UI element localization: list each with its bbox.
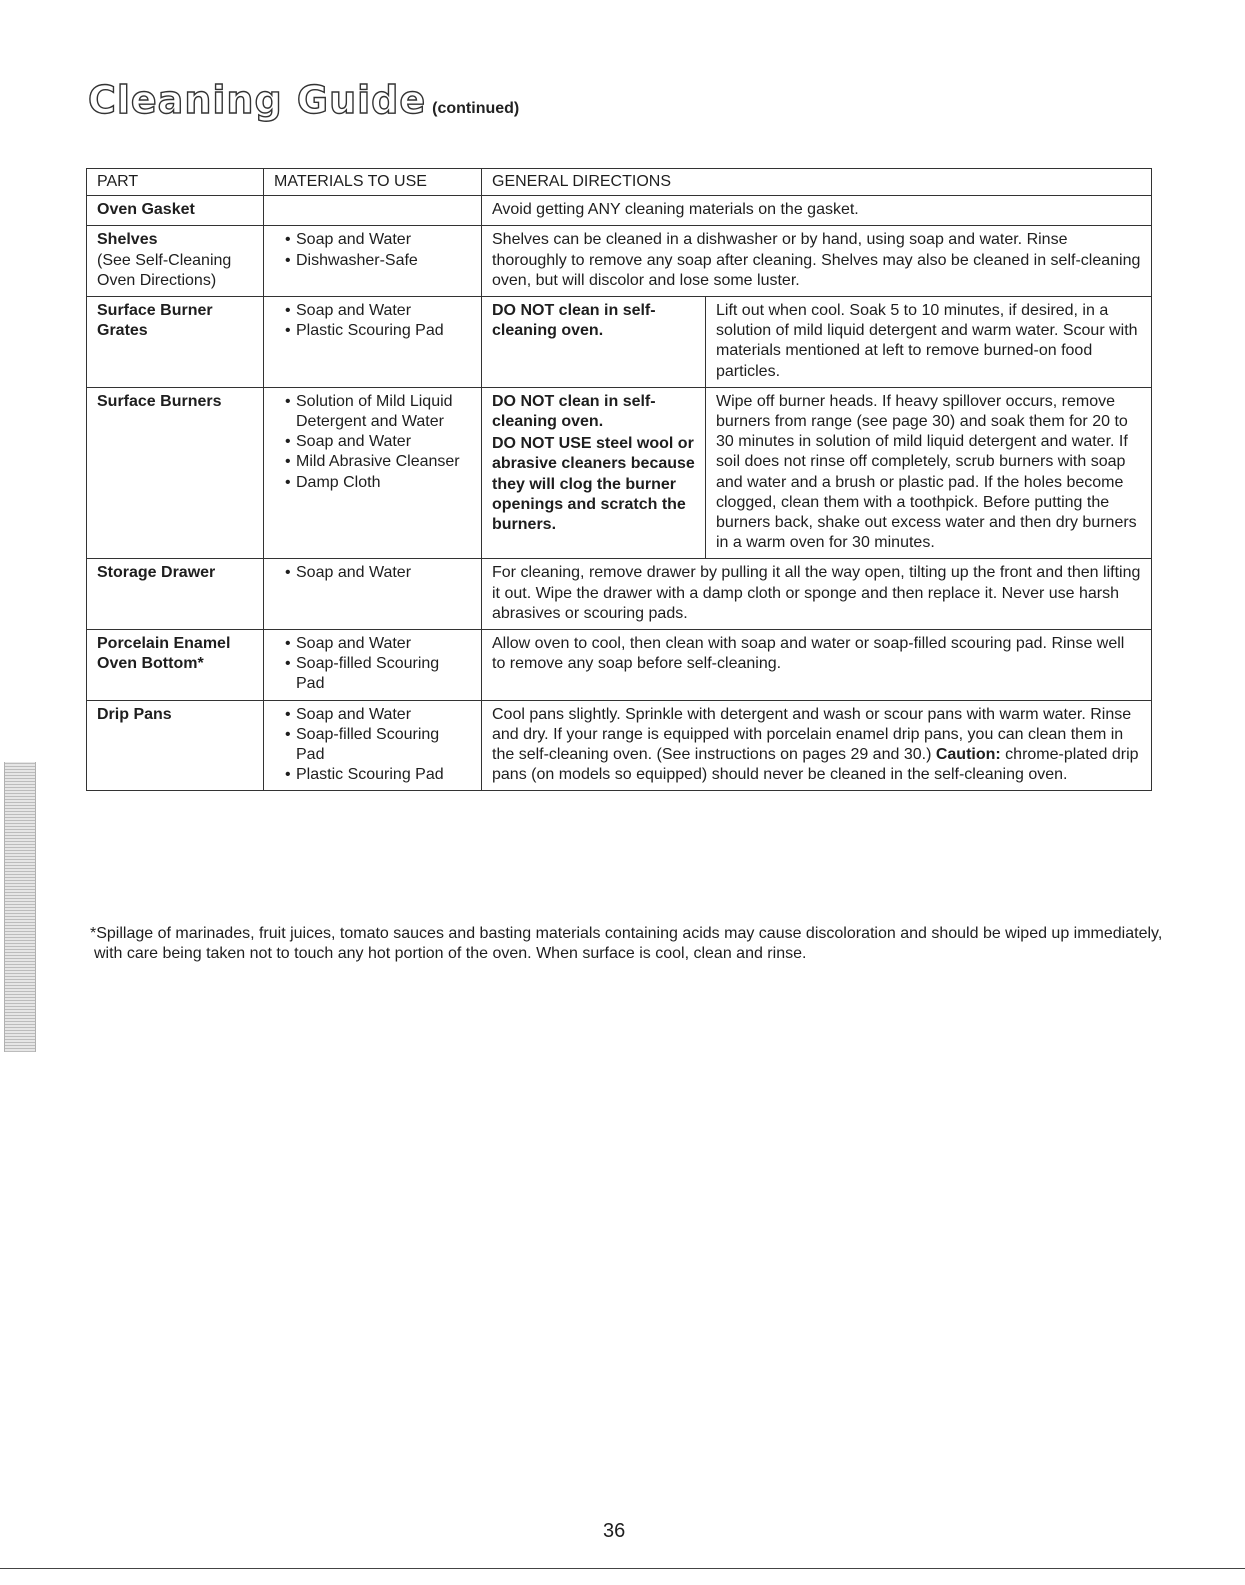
caution-label: Caution: [935,746,1001,764]
warning-text: DO NOT USE steel wool or abrasive cleaners because they will clog the burner openings and scratch the burners. [492,435,695,534]
directions-cell [482,700,1152,791]
material-item: • Soap and Water [274,301,471,321]
materials-cell [264,226,482,297]
footnote: *Spillage of marinades, fruit juices, tomato sauces and basting materials containing acids may cause discoloration and should be wiped up immediately, with care being taken not to touch any hot portion of the oven. When surface is cool, clean and rinse. [90,925,1163,962]
warning-cell [482,297,706,388]
table-row [87,700,1152,791]
directions-cell: Allow oven to cool, then clean with soap and water or soap-filled scouring pad. Rinse well to remove any soap before self-cleaning. [482,630,1152,701]
part-cell: Surface Burner Grates [87,297,264,388]
part-cell: Storage Drawer [87,559,264,630]
material-item: • Soap-filled Scouring Pad [274,654,471,694]
page-number: 36 [603,1520,626,1542]
page-title [88,78,519,122]
header-materials: MATERIALS TO USE [264,169,482,196]
material-item: • Dishwasher-Safe [274,251,471,271]
warning-text: DO NOT clean in self-cleaning oven. [492,302,656,340]
warning-text: DO NOT clean in self-cleaning oven. [492,392,656,431]
part-cell [87,226,264,297]
material-item: • Soap and Water [274,230,471,250]
material-item: • Solution of Mild Liquid Detergent and Water [274,392,471,432]
directions-cell: For cleaning, remove drawer by pulling it all the way open, tilting up the front and then lifting it out. Wipe the drawer with a damp cloth or sponge and then replace it. Never use harsh abrasives or scouring pads. [482,559,1152,630]
part-cell: Porcelain Enamel Oven Bottom* [87,630,264,701]
table-header-row [87,169,1152,196]
material-item: • Soap and Water [274,705,471,725]
material-item: • Soap-filled Scouring Pad [274,725,471,765]
directions-text: Cool pans slightly. Sprinkle with detergent and wash or scour pans with warm water. Rinse and dry. If your range is equipped with porcelain enamel drip pans, you can clean them in the self-cleaning oven. (See instructions on pages 29 and 30.) [492,705,1132,764]
table-row [87,387,1152,559]
side-tab-marker [4,762,36,1052]
part-cell: Drip Pans [87,700,264,791]
material-item: • Plastic Scouring Pad [274,765,471,785]
directions-cell: Lift out when cool. Soak 5 to 10 minutes, if desired, in a solution of mild liquid detergent and warm water. Scour with materials mentioned at left to remove burned-on food particles. [706,297,1152,388]
bottom-rule [0,1568,1245,1569]
table-row [87,196,1152,226]
part-cell: Surface Burners [87,387,264,559]
cleaning-guide-table [86,168,1152,791]
part-cell: Oven Gasket [87,196,264,226]
material-item: • Mild Abrasive Cleanser [274,452,471,472]
caution-text: chrome-plated drip pans (on models so equipped) should never be cleaned in the self-cleaning oven. [492,746,1139,784]
materials-cell [264,196,482,226]
warning-cell [482,387,706,559]
table-row [87,297,1152,388]
material-item: • Soap and Water [274,432,471,452]
part-note: (See Self-Cleaning Oven Directions) [97,251,232,289]
material-item: • Damp Cloth [274,473,471,493]
material-item: • Plastic Scouring Pad [274,321,471,341]
material-item: • Soap and Water [274,563,471,583]
materials-cell [264,700,482,791]
table-row [87,226,1152,297]
table-row [87,559,1152,630]
materials-cell [264,297,482,388]
header-part: PART [87,169,264,196]
title-subtitle: (continued) [432,100,520,117]
title-main: Cleaning Guide [88,78,427,122]
materials-cell [264,387,482,559]
table-row [87,630,1152,701]
material-item: • Soap and Water [274,634,471,654]
directions-cell: Shelves can be cleaned in a dishwasher or by hand, using soap and water. Rinse thoroughly to remove any soap after cleaning. Shelves may also be cleaned in self-cleaning oven, but will discolor and lose some luster. [482,226,1152,297]
directions-cell: Avoid getting ANY cleaning materials on the gasket. [482,196,1152,226]
materials-cell [264,559,482,630]
materials-cell [264,630,482,701]
header-directions: GENERAL DIRECTIONS [482,169,1152,196]
part-name: Shelves [97,231,158,249]
directions-cell: Wipe off burner heads. If heavy spillover occurs, remove burners from range (see page 30) and soak them for 20 to 30 minutes in solution of mild liquid detergent and water. If soil does not rinse off completely, scrub burners with soap and water and a brush or plastic pad. If the holes become clogged, clean them with a toothpick. Before putting the burners back, shake out excess water and then dry burners in a warm oven for 30 minutes. [706,387,1152,559]
